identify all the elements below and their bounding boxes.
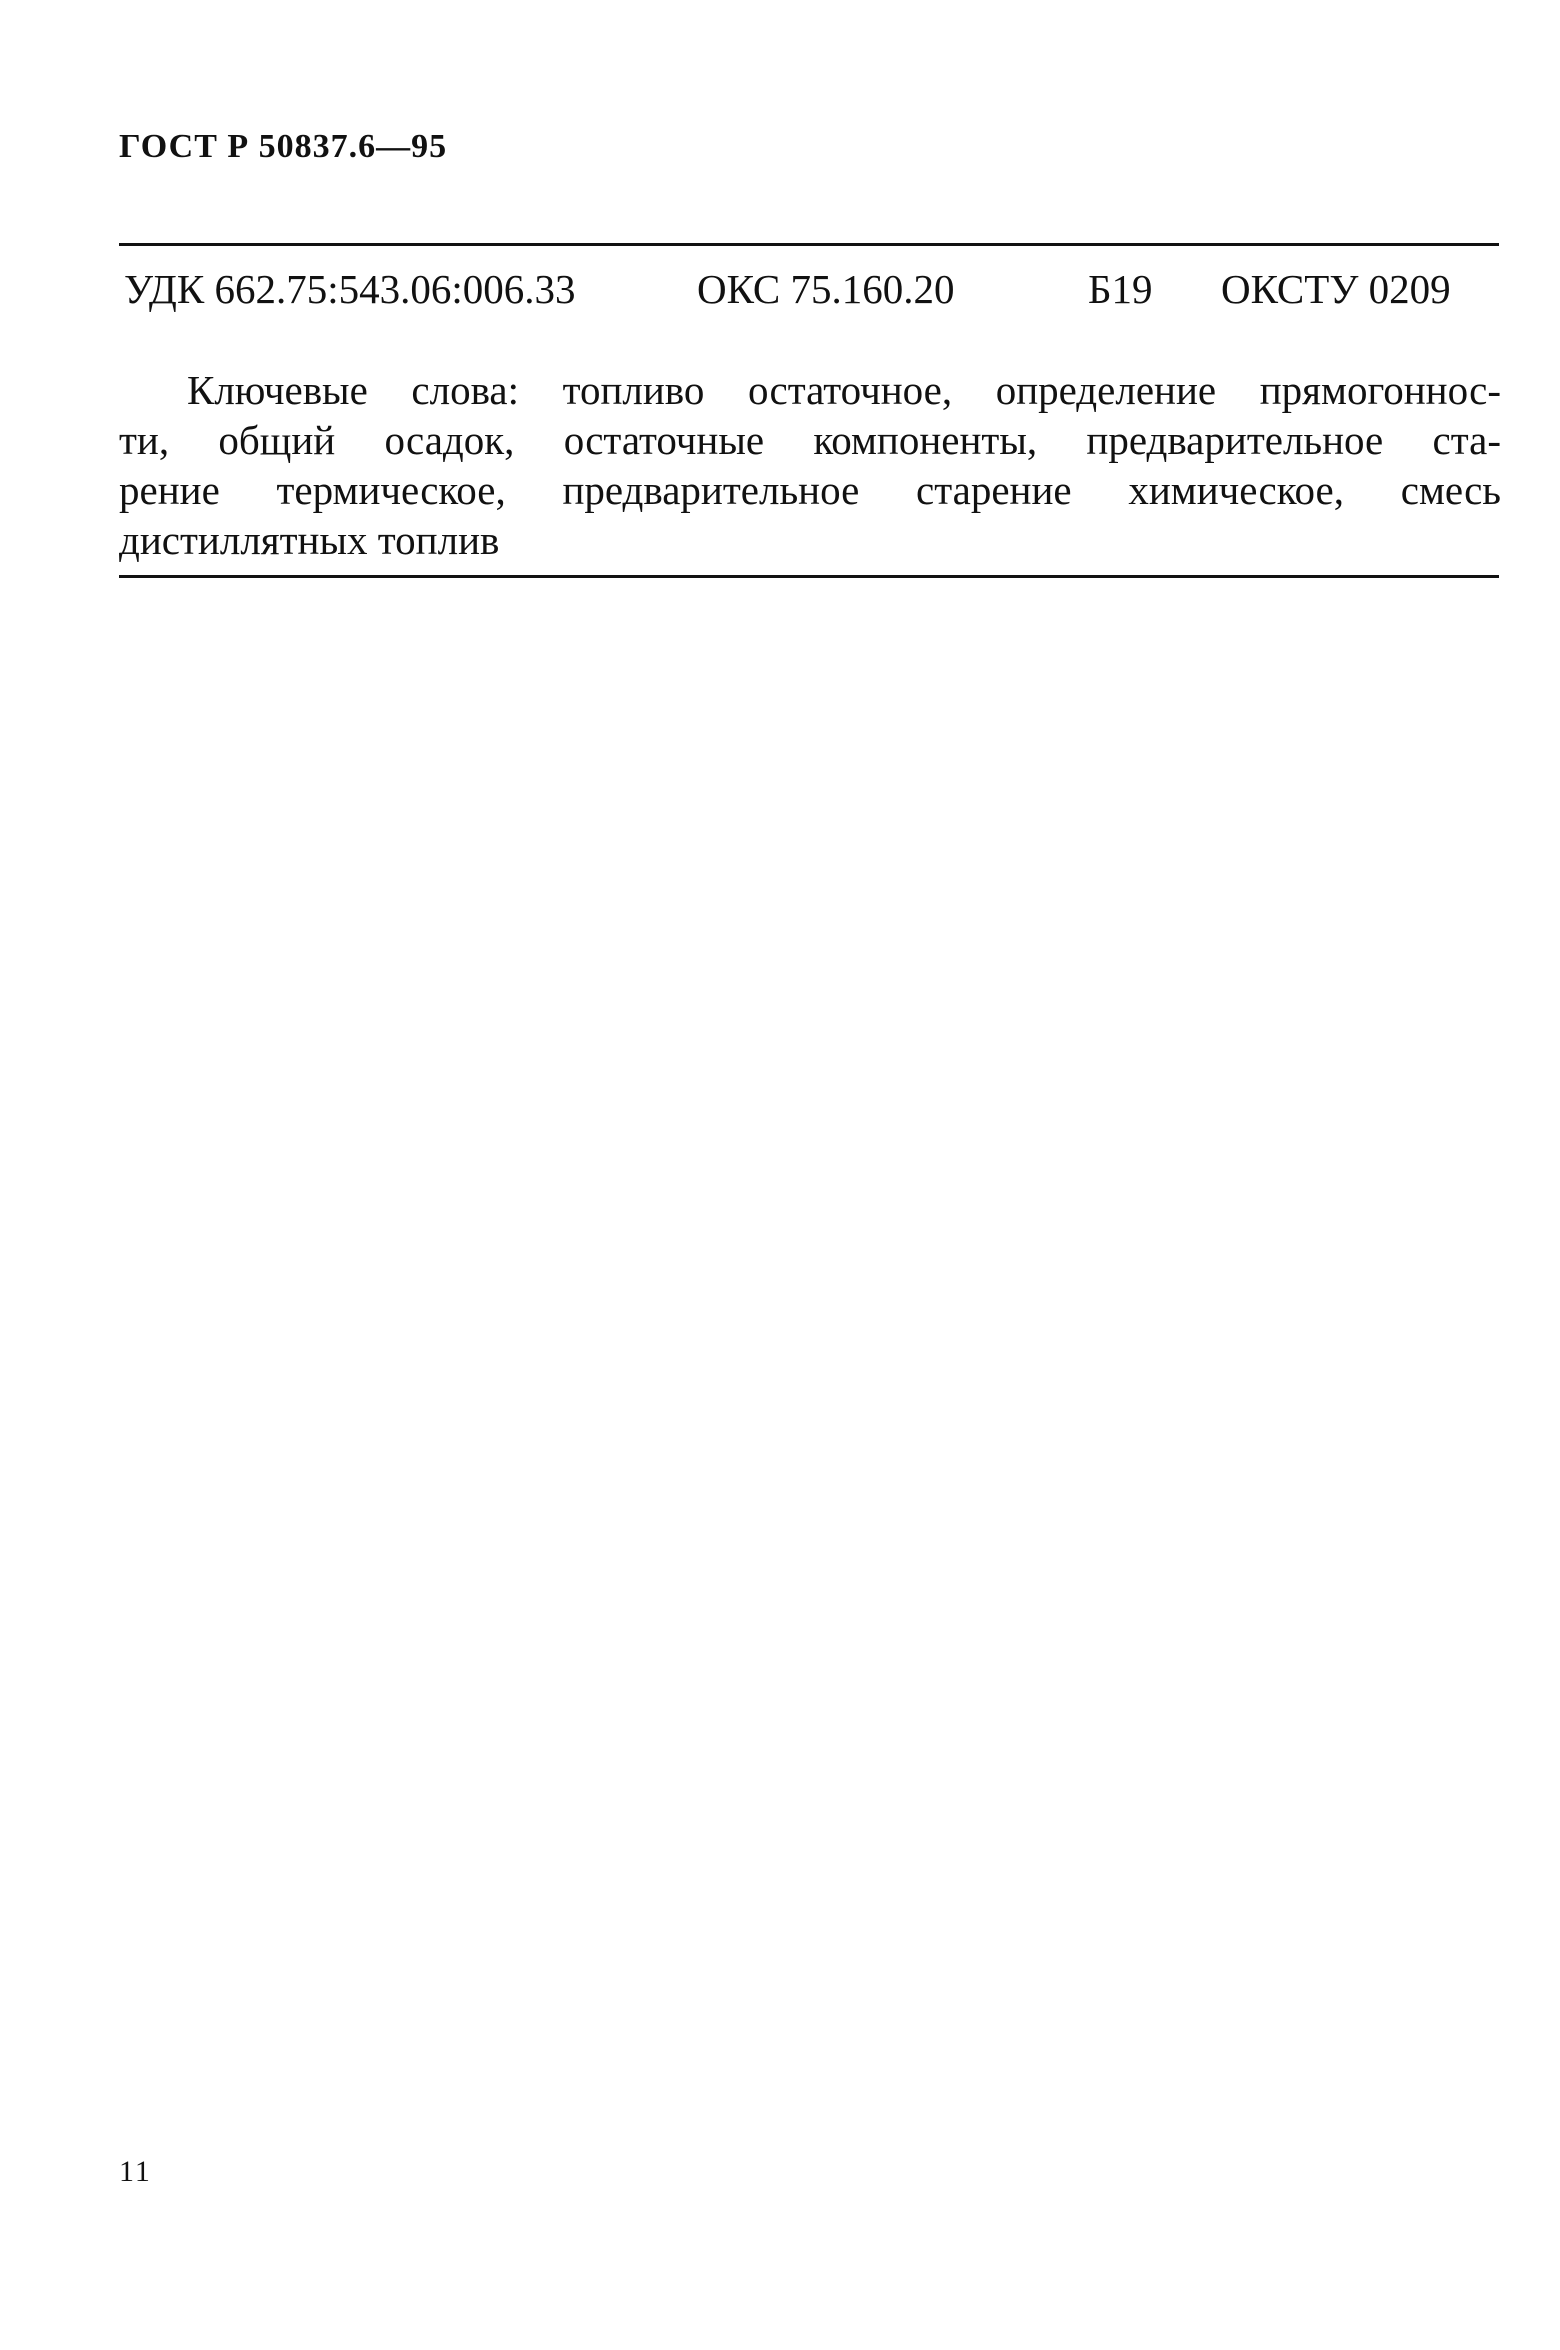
classification-row	[124, 265, 1500, 325]
page-number: 11	[119, 2155, 152, 2188]
keywords-paragraph	[119, 365, 1501, 565]
udk-code: УДК 662.75:543.06:006.33	[124, 266, 576, 312]
bottom-divider	[119, 575, 1499, 578]
okstu-code: ОКСТУ 0209	[1221, 266, 1451, 312]
category-code: Б19	[1088, 266, 1153, 312]
keywords-line: ти, общий осадок, остаточные компоненты, предварительное ста-	[119, 417, 1501, 463]
keywords-line: рение термическое, предварительное старение химическое, смесь	[119, 467, 1501, 513]
keywords-line: дистиллятных топлив	[119, 517, 500, 563]
standard-code-header: ГОСТ Р 50837.6—95	[119, 128, 448, 165]
top-divider	[119, 243, 1499, 246]
keywords-line: Ключевые слова: топливо остаточное, определение прямогоннос-	[187, 367, 1501, 413]
oks-code: ОКС 75.160.20	[697, 266, 955, 312]
